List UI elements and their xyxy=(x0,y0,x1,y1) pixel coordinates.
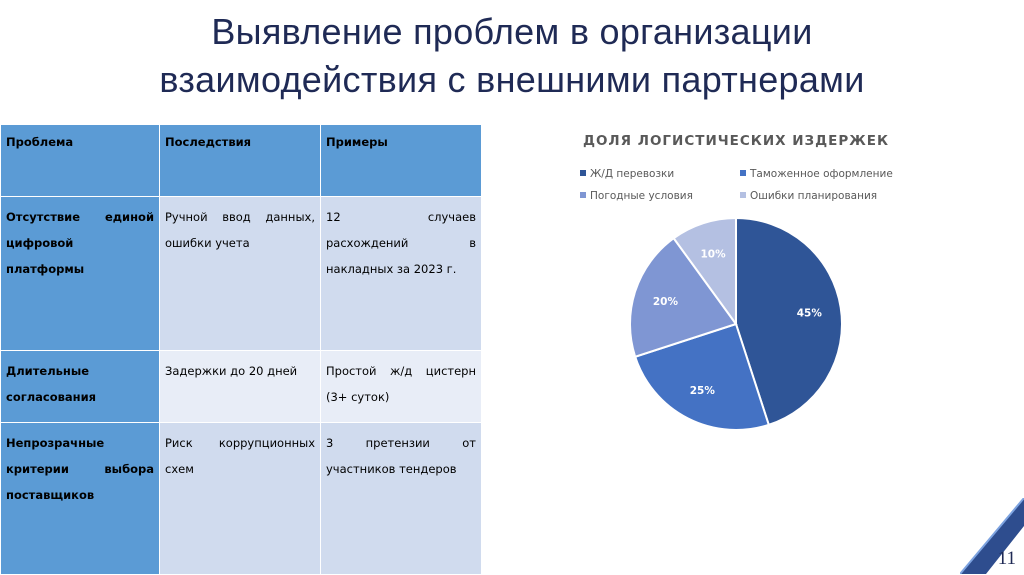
slide-title xyxy=(0,8,1024,104)
cell-problem: Непрозрачные критерии выбора поставщиков xyxy=(1,423,160,575)
legend-item xyxy=(580,168,674,180)
table-header-row xyxy=(1,125,482,197)
table-row xyxy=(1,423,482,575)
pie-label-3: 20% xyxy=(652,296,679,309)
cell-example: 3 претензии от участников тендеров xyxy=(321,423,482,575)
legend-label: Ошибки планирования xyxy=(750,190,878,202)
legend-swatch xyxy=(580,170,586,176)
cell-consequence: Задержки до 20 дней xyxy=(160,351,321,423)
problems-table xyxy=(0,124,482,575)
pie-label-4: 10% xyxy=(700,248,726,261)
table-row xyxy=(1,197,482,351)
slide-title-line-1: Выявление проблем в организации xyxy=(211,11,813,52)
legend-label: Погодные условия xyxy=(590,190,693,202)
legend-swatch xyxy=(740,192,746,198)
cell-consequence: Риск коррупционных схем xyxy=(160,423,321,575)
page-number: 11 xyxy=(997,548,1016,569)
legend-item xyxy=(740,168,893,180)
pie-label-1: 45% xyxy=(796,307,822,320)
header-cell-consequences: Последствия xyxy=(160,125,321,197)
header-cell-problem: Проблема xyxy=(1,125,160,197)
legend-label: Ж/Д перевозки xyxy=(590,168,675,180)
legend-swatch xyxy=(740,170,746,176)
legend-label: Таможенное оформление xyxy=(750,168,893,180)
legend-item xyxy=(740,190,877,202)
cell-problem: Длительные согласования xyxy=(1,351,160,423)
cell-consequence: Ручной ввод данных, ошибки учета xyxy=(160,197,321,351)
legend-swatch xyxy=(580,192,586,198)
legend-item xyxy=(580,190,693,202)
cell-example: 12 случаев расхождений в накладных за 2023 г. xyxy=(321,197,482,351)
header-cell-examples: Примеры xyxy=(321,125,482,197)
cell-problem: Отсутствие единой цифровой платформы xyxy=(1,197,160,351)
cell-example: Простой ж/д цистерн (3+ суток) xyxy=(321,351,482,423)
slide-title-line-2: взаимодействия с внешними партнерами xyxy=(159,59,865,100)
pie-chart xyxy=(600,210,860,450)
table-row xyxy=(1,351,482,423)
pie-label-2: 25% xyxy=(689,385,715,398)
chart-title: ДОЛЯ ЛОГИСТИЧЕСКИХ ИЗДЕРЖЕК xyxy=(582,133,890,149)
